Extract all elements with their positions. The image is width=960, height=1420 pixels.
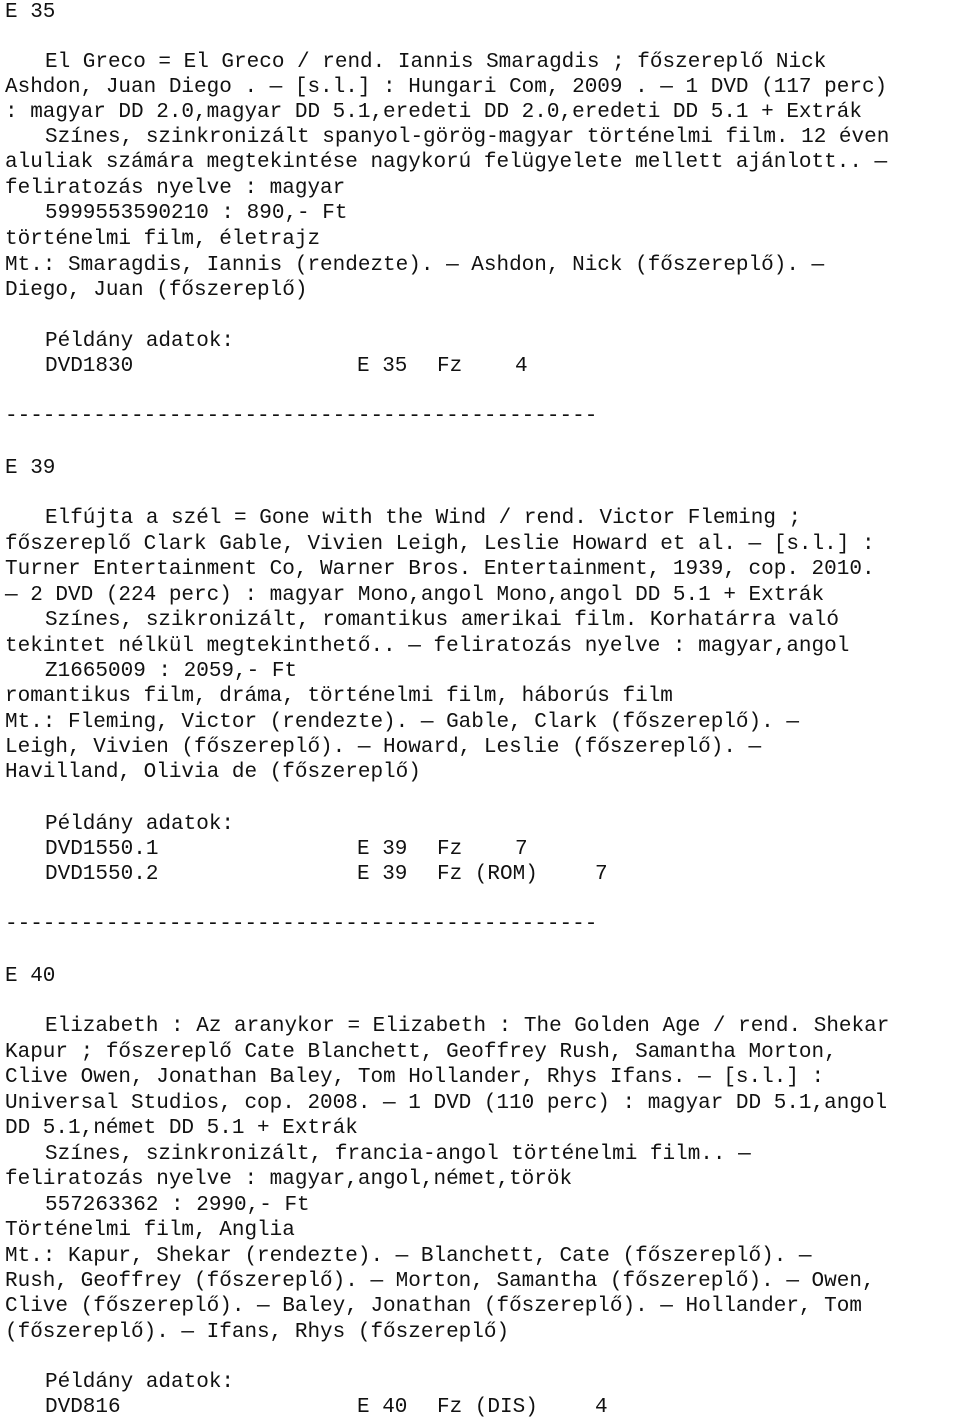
record-separator: ----------------------------------------------- [5,913,598,936]
copy-id: DVD1550.1 [45,838,159,861]
record-line: feliratozás nyelve : magyar,angol,német,török [5,1168,573,1191]
copy-count: 4 [595,1396,608,1419]
record-line: Elfújta a szél = Gone with the Wind / rend. Victor Fleming ; [45,507,802,530]
copies-label: Példány adatok: [45,813,235,836]
record-code: E 40 [5,965,56,988]
record-line: Rush, Geoffrey (főszereplő). — Morton, Samantha (főszereplő). — Owen, [5,1270,875,1293]
record-line: tekintet nélkül megtekinthető.. — feliratozás nyelve : magyar,angol [5,635,850,658]
record-line: Havilland, Olivia de (főszereplő) [5,761,421,784]
record-line: Kapur ; főszereplő Cate Blanchett, Geoffrey Rush, Samantha Morton, [5,1041,837,1064]
record-line: Mt.: Fleming, Victor (rendezte). — Gable, Clark (főszereplő). — [5,711,799,734]
record-line: Mt.: Kapur, Shekar (rendezte). — Blanchett, Cate (főszereplő). — [5,1245,812,1268]
record-line: 5999553590210 : 890,- Ft [45,202,348,225]
record-line: aluliak számára megtekintése nagykorú felügyelete mellett ajánlott.. — [5,151,888,174]
copy-id: DVD1550.2 [45,863,159,886]
copies-label: Példány adatok: [45,330,235,353]
copy-count: 7 [515,838,528,861]
record-line: Elizabeth : Az aranykor = Elizabeth : The Golden Age / rend. Shekar [45,1015,890,1038]
record-line: Színes, szikronizált, romantikus amerikai film. Korhatárra való [45,609,839,632]
record-line: Leigh, Vivien (főszereplő). — Howard, Leslie (főszereplő). — [5,736,762,759]
record-line: romantikus film, dráma, történelmi film, háborús film [5,685,673,708]
copies-label: Példány adatok: [45,1371,235,1394]
record-line: — 2 DVD (224 perc) : magyar Mono,angol Mono,angol DD 5.1 + Extrák [5,584,825,607]
copy-location: Fz (ROM) [437,863,538,886]
record-line: DD 5.1,német DD 5.1 + Extrák [5,1117,358,1140]
record-line: Diego, Juan (főszereplő) [5,279,308,302]
copy-id: DVD1830 [45,355,134,378]
copy-shelf: E 40 [357,1396,408,1419]
record-line: El Greco = El Greco / rend. Iannis Smaragdis ; főszereplő Nick [45,51,827,74]
copy-shelf: E 39 [357,863,408,886]
record-line: Z1665009 : 2059,- Ft [45,660,298,683]
copy-count: 7 [595,863,608,886]
record-line: főszereplő Clark Gable, Vivien Leigh, Leslie Howard et al. — [s.l.] : [5,533,875,556]
record-line: Színes, szinkronizált spanyol-görög-magyar történelmi film. 12 éven [45,126,890,149]
copy-count: 4 [515,355,528,378]
record-code: E 35 [5,1,56,24]
copy-shelf: E 35 [357,355,408,378]
copy-id: DVD816 [45,1396,121,1419]
copy-location: Fz (DIS) [437,1396,538,1419]
record-line: Clive Owen, Jonathan Baley, Tom Hollander, Rhys Ifans. — [s.l.] : [5,1066,825,1089]
record-line: Clive (főszereplő). — Baley, Jonathan (főszereplő). — Hollander, Tom [5,1295,862,1318]
copy-location: Fz [437,838,463,861]
record-separator: ----------------------------------------------- [5,405,598,428]
record-line: 557263362 : 2990,- Ft [45,1194,310,1217]
record-code: E 39 [5,457,56,480]
copy-shelf: E 39 [357,838,408,861]
record-line: (főszereplő). — Ifans, Rhys (főszereplő) [5,1321,510,1344]
record-line: Mt.: Smaragdis, Iannis (rendezte). — Ashdon, Nick (főszereplő). — [5,254,825,277]
record-line: történelmi film, életrajz [5,228,321,251]
record-line: Universal Studios, cop. 2008. — 1 DVD (110 perc) : magyar DD 5.1,angol [5,1092,888,1115]
record-line: : magyar DD 2.0,magyar DD 5.1,eredeti DD 2.0,eredeti DD 5.1 + Extrák [5,101,862,124]
record-line: Ashdon, Juan Diego . — [s.l.] : Hungari Com, 2009 . — 1 DVD (117 perc) [5,76,888,99]
record-line: Történelmi film, Anglia [5,1219,295,1242]
record-line: Turner Entertainment Co, Warner Bros. Entertainment, 1939, cop. 2010. [5,558,875,581]
record-line: feliratozás nyelve : magyar [5,177,346,200]
record-line: Színes, szinkronizált, francia-angol történelmi film.. — [45,1143,751,1166]
copy-location: Fz [437,355,463,378]
